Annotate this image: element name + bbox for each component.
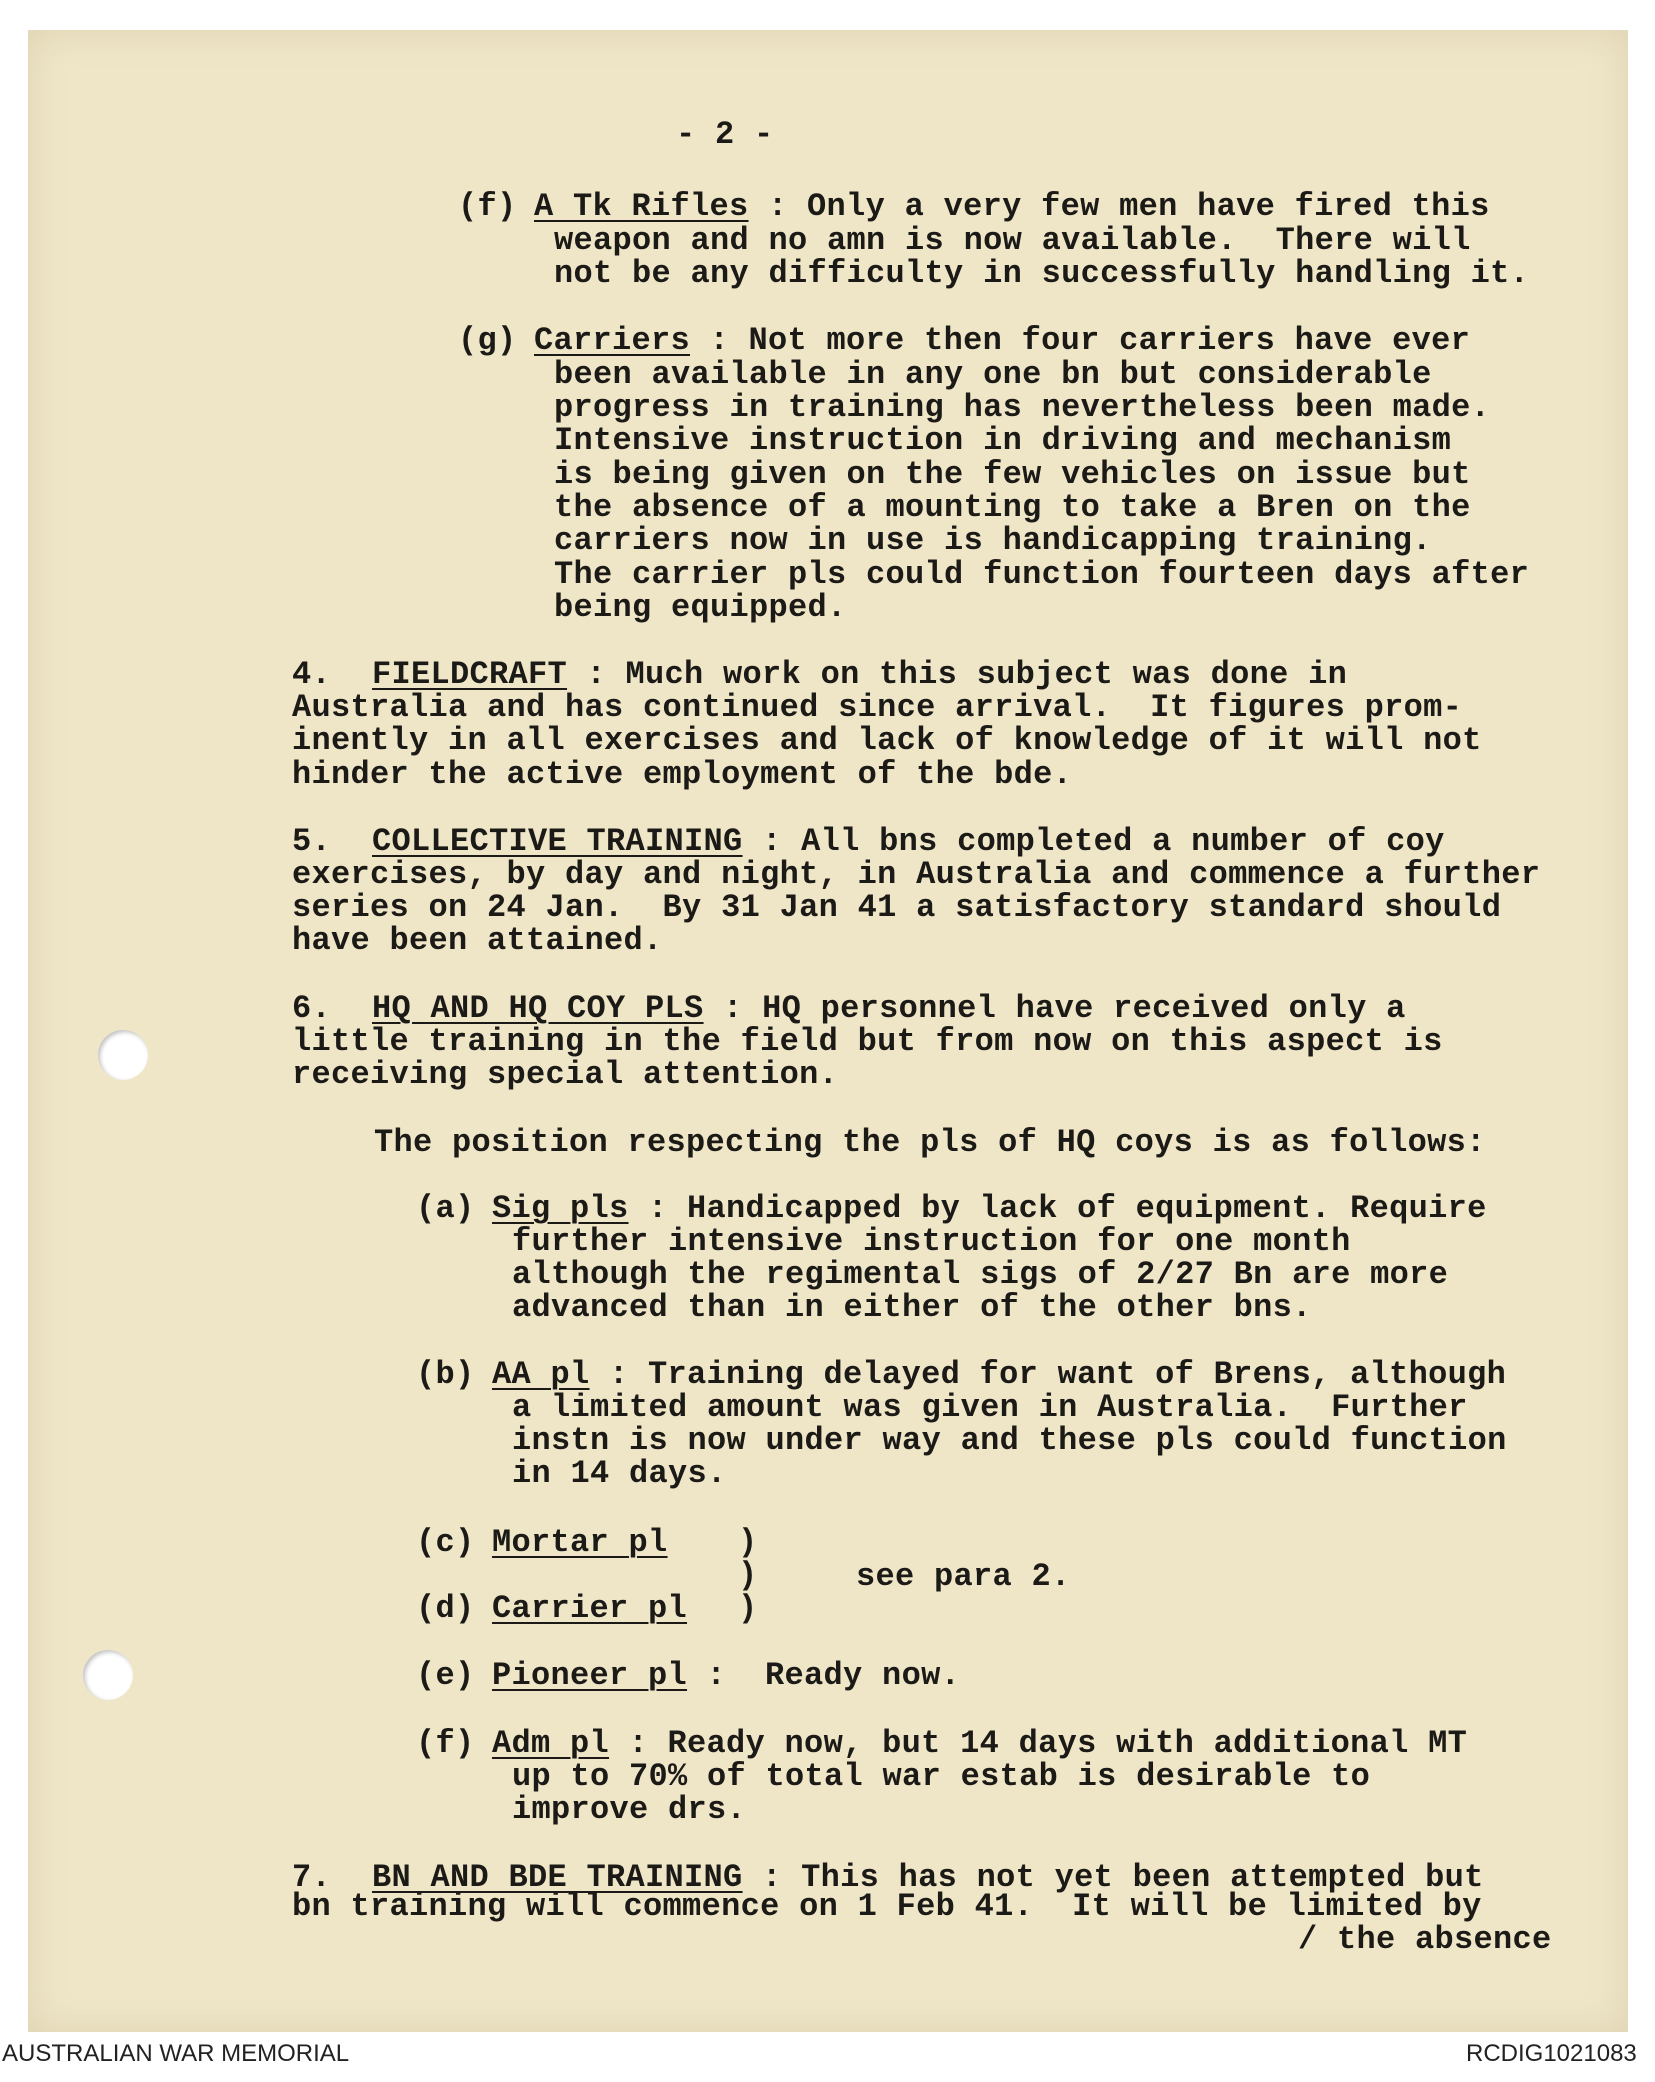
item-g-line: Intensive instruction in driving and mechanism <box>554 422 1452 459</box>
para-7-title: BN AND BDE TRAINING <box>372 1859 743 1896</box>
para-4-title: FIELDCRAFT <box>372 656 568 693</box>
para-6-title: HQ AND HQ COY PLS <box>372 990 704 1027</box>
item-a-first-line: Sig pls : Handicapped by lack of equipment. Require <box>492 1190 1487 1227</box>
para-5-label: 5. <box>292 823 332 860</box>
footer-archive-name: AUSTRALIAN WAR MEMORIAL <box>2 2040 350 2067</box>
punch-hole <box>98 1030 148 1080</box>
item-f-adm-title: Adm pl <box>492 1725 610 1762</box>
para-6-label: 6. <box>292 990 332 1027</box>
item-b-line: instn is now under way and these pls could function <box>512 1422 1507 1459</box>
item-c-title: Mortar pl <box>492 1524 668 1561</box>
para-4-line: inently in all exercises and lack of knowledge of it will not <box>292 722 1482 759</box>
item-g-title: Carriers <box>534 322 691 359</box>
para-5-title: COLLECTIVE TRAINING <box>372 823 743 860</box>
item-d-title: Carrier pl <box>492 1590 688 1627</box>
bracket: ) <box>738 1524 758 1561</box>
see-para-note: see para 2. <box>856 1558 1071 1595</box>
item-g-line: The carrier pls could function fourteen days after <box>554 556 1530 593</box>
para-4-first-line: FIELDCRAFT : Much work on this subject was done in <box>372 656 1348 693</box>
para-6-intro: The position respecting the pls of HQ coys is as follows: <box>374 1124 1486 1161</box>
item-f-adm-label: (f) <box>416 1725 475 1762</box>
item-f-adm-line: up to 70% of total war estab is desirable to <box>512 1758 1371 1795</box>
item-g-label: (g) <box>458 322 517 359</box>
footer-record-id: RCDIG1021083 <box>1466 2040 1637 2067</box>
item-f-line: weapon and no amn is now available. There will <box>554 222 1471 259</box>
item-f-line: not be any difficulty in successfully handling it. <box>554 255 1530 292</box>
item-e-line: Pioneer pl : Ready now. <box>492 1657 961 1694</box>
item-e-title: Pioneer pl <box>492 1657 688 1694</box>
item-g-line: been available in any one bn but considerable <box>554 356 1432 393</box>
para-4-line: hinder the active employment of the bde. <box>292 756 1073 793</box>
item-f-title: A Tk Rifles <box>534 188 749 225</box>
para-4-line: Australia and has continued since arrival. It figures prom- <box>292 689 1463 726</box>
item-b-first-line: AA pl : Training delayed for want of Brens, although <box>492 1356 1507 1393</box>
item-b-line: in 14 days. <box>512 1455 727 1492</box>
item-g-line: being equipped. <box>554 589 847 626</box>
para-6-line: receiving special attention. <box>292 1056 839 1093</box>
para-6-line: little training in the field but from now on this aspect is <box>292 1023 1443 1060</box>
para-6-first-line: HQ AND HQ COY PLS : HQ personnel have received only a <box>372 990 1406 1027</box>
para-4-label: 4. <box>292 656 332 693</box>
para-5-first-line: COLLECTIVE TRAINING : All bns completed a number of coy <box>372 823 1445 860</box>
para-7-line: bn training will commence on 1 Feb 41. It will be limited by <box>292 1888 1482 1925</box>
item-a-title: Sig pls <box>492 1190 629 1227</box>
item-g-first-line: Carriers : Not more then four carriers have ever <box>534 322 1471 359</box>
item-g-line: is being given on the few vehicles on issue but <box>554 456 1471 493</box>
item-f-label: (f) <box>458 188 517 225</box>
item-d-label: (d) <box>416 1590 475 1627</box>
para-7-label: 7. <box>292 1859 332 1896</box>
punch-hole <box>83 1650 133 1700</box>
bracket: ) <box>738 1590 758 1627</box>
continuation-catchword: / the absence <box>1298 1921 1552 1958</box>
item-f-adm-first-line: Adm pl : Ready now, but 14 days with additional MT <box>492 1725 1468 1762</box>
item-b-label: (b) <box>416 1356 475 1393</box>
para-5-line: exercises, by day and night, in Australia and commence a further <box>292 856 1541 893</box>
item-f-adm-line: improve drs. <box>512 1791 747 1828</box>
page-number: - 2 - <box>676 116 774 153</box>
item-b-line: a limited amount was given in Australia. Further <box>512 1389 1468 1426</box>
item-a-line: although the regimental sigs of 2/27 Bn are more <box>512 1256 1449 1293</box>
item-a-line: advanced than in either of the other bns. <box>512 1289 1312 1326</box>
para-7-first-line: BN AND BDE TRAINING : This has not yet been attempted but <box>372 1859 1484 1896</box>
item-a-label: (a) <box>416 1190 475 1227</box>
item-g-line: progress in training has nevertheless been made. <box>554 389 1491 426</box>
bracket: ) <box>738 1557 758 1594</box>
item-f-first-line: A Tk Rifles : Only a very few men have fired this <box>534 188 1490 225</box>
item-e-label: (e) <box>416 1657 475 1694</box>
item-b-title: AA pl <box>492 1356 590 1393</box>
item-g-line: carriers now in use is handicapping training. <box>554 522 1432 559</box>
item-g-line: the absence of a mounting to take a Bren on the <box>554 489 1471 526</box>
para-5-line: have been attained. <box>292 922 663 959</box>
para-5-line: series on 24 Jan. By 31 Jan 41 a satisfactory standard should <box>292 889 1502 926</box>
item-a-line: further intensive instruction for one month <box>512 1223 1351 1260</box>
item-c-label: (c) <box>416 1524 475 1561</box>
